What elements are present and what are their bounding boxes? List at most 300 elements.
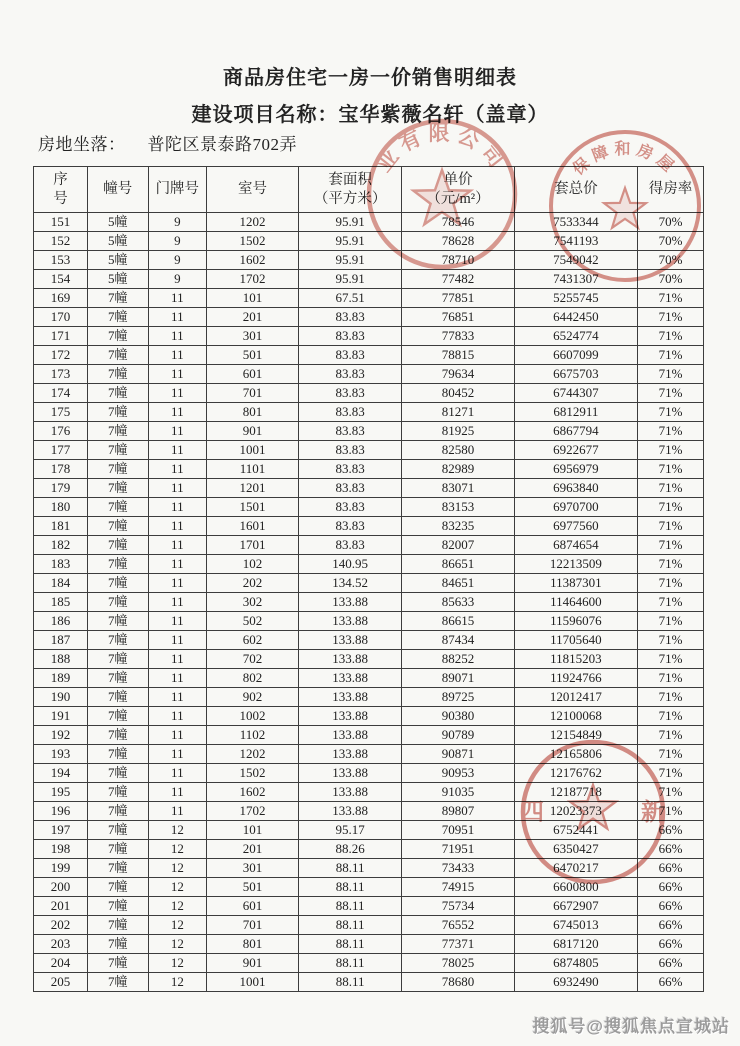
- table-cell: 7541193: [514, 232, 637, 251]
- table-row: [34, 726, 704, 745]
- table-row: [34, 270, 704, 289]
- seal-arc-text: 业有限公司: [371, 121, 513, 177]
- table-cell: 7幢: [87, 726, 148, 745]
- table-cell: 7幢: [87, 479, 148, 498]
- table-cell: 11: [148, 593, 207, 612]
- table-cell: 101: [207, 821, 299, 840]
- table-cell: 84651: [402, 574, 514, 593]
- table-row: [34, 878, 704, 897]
- table-cell: 7幢: [87, 384, 148, 403]
- table-cell: 701: [207, 384, 299, 403]
- table-cell: 11: [148, 517, 207, 536]
- table-cell: 173: [34, 365, 88, 384]
- table-cell: 71%: [638, 327, 704, 346]
- table-cell: 200: [34, 878, 88, 897]
- table-cell: 701: [207, 916, 299, 935]
- table-cell: 183: [34, 555, 88, 574]
- header-cell: 幢号: [87, 167, 148, 213]
- table-cell: 302: [207, 593, 299, 612]
- table-cell: 170: [34, 308, 88, 327]
- table-cell: 89071: [402, 669, 514, 688]
- table-cell: 901: [207, 422, 299, 441]
- table-cell: 9: [148, 270, 207, 289]
- table-cell: 71951: [402, 840, 514, 859]
- table-cell: 7幢: [87, 707, 148, 726]
- table-cell: 12176762: [514, 764, 637, 783]
- seal-arc-text: 保障和房屋: [570, 141, 680, 179]
- table-cell: 7幢: [87, 422, 148, 441]
- table-cell: 95.91: [298, 232, 402, 251]
- table-cell: 7幢: [87, 688, 148, 707]
- table-cell: 7幢: [87, 441, 148, 460]
- table-cell: 71%: [638, 593, 704, 612]
- table-row: [34, 232, 704, 251]
- table-cell: 67.51: [298, 289, 402, 308]
- table-cell: 77851: [402, 289, 514, 308]
- table-cell: 7幢: [87, 612, 148, 631]
- table-cell: 1001: [207, 973, 299, 992]
- table-cell: 133.88: [298, 764, 402, 783]
- table-cell: 184: [34, 574, 88, 593]
- table-cell: 11: [148, 536, 207, 555]
- table-cell: 175: [34, 403, 88, 422]
- project-name-line: 建设项目名称：宝华紫薇名轩（盖章）: [191, 104, 549, 126]
- table-cell: 78628: [402, 232, 514, 251]
- table-cell: 11: [148, 783, 207, 802]
- table-cell: 71%: [638, 536, 704, 555]
- table-cell: 179: [34, 479, 88, 498]
- table-cell: 7幢: [87, 916, 148, 935]
- table-row: [34, 954, 704, 973]
- table-cell: 197: [34, 821, 88, 840]
- table-cell: 71%: [638, 764, 704, 783]
- table-cell: 1502: [207, 764, 299, 783]
- table-cell: 66%: [638, 821, 704, 840]
- table-cell: 1202: [207, 213, 299, 232]
- table-row: [34, 612, 704, 631]
- table-cell: 11: [148, 479, 207, 498]
- table-cell: 71%: [638, 517, 704, 536]
- table-cell: 88.11: [298, 878, 402, 897]
- header-cell: 得房率: [638, 167, 704, 213]
- table-row: [34, 517, 704, 536]
- table-cell: 1201: [207, 479, 299, 498]
- table-cell: 7幢: [87, 346, 148, 365]
- table-row: [34, 441, 704, 460]
- table-cell: 7幢: [87, 783, 148, 802]
- table-cell: 198: [34, 840, 88, 859]
- table-row: [34, 688, 704, 707]
- table-cell: 133.88: [298, 707, 402, 726]
- table-cell: 502: [207, 612, 299, 631]
- table-row: [34, 840, 704, 859]
- table-cell: 7幢: [87, 460, 148, 479]
- header-cell: 套面积 （平方米）: [298, 167, 402, 213]
- table-cell: 6607099: [514, 346, 637, 365]
- table-cell: 71%: [638, 422, 704, 441]
- table-cell: 9: [148, 251, 207, 270]
- table-cell: 802: [207, 669, 299, 688]
- table-cell: 88.11: [298, 935, 402, 954]
- table-cell: 83.83: [298, 384, 402, 403]
- table-cell: 71%: [638, 403, 704, 422]
- table-cell: 83.83: [298, 441, 402, 460]
- table-cell: 6977560: [514, 517, 637, 536]
- table-cell: 6874654: [514, 536, 637, 555]
- table-cell: 7幢: [87, 669, 148, 688]
- table-cell: 11: [148, 460, 207, 479]
- table-cell: 12023373: [514, 802, 637, 821]
- table-cell: 7幢: [87, 574, 148, 593]
- table-cell: 6932490: [514, 973, 637, 992]
- table-cell: 133.88: [298, 802, 402, 821]
- table-cell: 88.11: [298, 973, 402, 992]
- table-cell: 11: [148, 346, 207, 365]
- table-cell: 6744307: [514, 384, 637, 403]
- table-row: [34, 536, 704, 555]
- table-cell: 194: [34, 764, 88, 783]
- header-cell: 序 号: [34, 167, 88, 213]
- table-cell: 140.95: [298, 555, 402, 574]
- table-cell: 11387301: [514, 574, 637, 593]
- header-cell: 室号: [207, 167, 299, 213]
- table-cell: 95.17: [298, 821, 402, 840]
- table-cell: 7549042: [514, 251, 637, 270]
- table-cell: 1002: [207, 707, 299, 726]
- table-cell: 83.83: [298, 517, 402, 536]
- header-cell: 套总价: [514, 167, 637, 213]
- table-cell: 134.52: [298, 574, 402, 593]
- table-cell: 7幢: [87, 403, 148, 422]
- table-cell: 90953: [402, 764, 514, 783]
- table-cell: 11: [148, 422, 207, 441]
- table-cell: 7幢: [87, 878, 148, 897]
- price-table-header: [34, 167, 704, 213]
- table-row: [34, 555, 704, 574]
- table-cell: 1101: [207, 460, 299, 479]
- table-row: [34, 707, 704, 726]
- table-cell: 82989: [402, 460, 514, 479]
- table-cell: 11: [148, 612, 207, 631]
- table-cell: 77833: [402, 327, 514, 346]
- table-cell: 11815203: [514, 650, 637, 669]
- table-cell: 192: [34, 726, 88, 745]
- table-cell: 1701: [207, 536, 299, 555]
- table-cell: 86651: [402, 555, 514, 574]
- table-cell: 133.88: [298, 669, 402, 688]
- table-cell: 102: [207, 555, 299, 574]
- table-cell: 71%: [638, 346, 704, 365]
- table-cell: 174: [34, 384, 88, 403]
- table-cell: 66%: [638, 840, 704, 859]
- seal-right-char: 新: [641, 800, 665, 826]
- table-cell: 74915: [402, 878, 514, 897]
- table-cell: 70%: [638, 213, 704, 232]
- table-cell: 178: [34, 460, 88, 479]
- table-cell: 70%: [638, 270, 704, 289]
- table-cell: 7幢: [87, 802, 148, 821]
- table-cell: 6745013: [514, 916, 637, 935]
- table-cell: 12: [148, 878, 207, 897]
- table-cell: 1501: [207, 498, 299, 517]
- table-cell: 11: [148, 384, 207, 403]
- table-cell: 189: [34, 669, 88, 688]
- table-cell: 6350427: [514, 840, 637, 859]
- table-cell: 133.88: [298, 688, 402, 707]
- table-cell: 83153: [402, 498, 514, 517]
- table-cell: 801: [207, 935, 299, 954]
- table-cell: 89725: [402, 688, 514, 707]
- table-cell: 89807: [402, 802, 514, 821]
- table-cell: 176: [34, 422, 88, 441]
- seal-left-char: 四: [520, 800, 544, 826]
- table-cell: 7幢: [87, 859, 148, 878]
- table-cell: 11: [148, 403, 207, 422]
- table-cell: 5幢: [87, 232, 148, 251]
- table-row: [34, 821, 704, 840]
- table-cell: 202: [34, 916, 88, 935]
- table-row: [34, 422, 704, 441]
- table-cell: 5幢: [87, 213, 148, 232]
- table-cell: 6970700: [514, 498, 637, 517]
- table-cell: 6752441: [514, 821, 637, 840]
- table-cell: 71%: [638, 308, 704, 327]
- table-cell: 71%: [638, 783, 704, 802]
- table-row: [34, 593, 704, 612]
- table-row: [34, 783, 704, 802]
- table-cell: 11: [148, 327, 207, 346]
- table-cell: 11: [148, 289, 207, 308]
- table-cell: 7幢: [87, 973, 148, 992]
- table-cell: 11: [148, 555, 207, 574]
- table-cell: 12187718: [514, 783, 637, 802]
- price-table: [33, 166, 704, 992]
- table-cell: 12: [148, 954, 207, 973]
- table-cell: 11924766: [514, 669, 637, 688]
- table-cell: 190: [34, 688, 88, 707]
- table-cell: 77371: [402, 935, 514, 954]
- table-cell: 7幢: [87, 954, 148, 973]
- table-row: [34, 403, 704, 422]
- location-value: 普陀区景泰路702弄: [147, 135, 297, 154]
- table-cell: 82580: [402, 441, 514, 460]
- table-cell: 11705640: [514, 631, 637, 650]
- document-title: 商品房住宅一房一价销售明细表: [223, 67, 517, 89]
- table-cell: 75734: [402, 897, 514, 916]
- table-cell: 205: [34, 973, 88, 992]
- table-cell: 301: [207, 859, 299, 878]
- table-row: [34, 897, 704, 916]
- table-cell: 11: [148, 707, 207, 726]
- table-cell: 78025: [402, 954, 514, 973]
- table-cell: 11: [148, 308, 207, 327]
- table-cell: 6470217: [514, 859, 637, 878]
- table-cell: 79634: [402, 365, 514, 384]
- table-cell: 133.88: [298, 783, 402, 802]
- table-cell: 201: [34, 897, 88, 916]
- table-cell: 66%: [638, 859, 704, 878]
- table-cell: 6874805: [514, 954, 637, 973]
- table-cell: 83.83: [298, 460, 402, 479]
- table-cell: 199: [34, 859, 88, 878]
- table-row: [34, 213, 704, 232]
- table-row: [34, 916, 704, 935]
- table-cell: 7431307: [514, 270, 637, 289]
- table-cell: 172: [34, 346, 88, 365]
- table-cell: 86615: [402, 612, 514, 631]
- table-cell: 76851: [402, 308, 514, 327]
- table-cell: 11: [148, 802, 207, 821]
- table-cell: 5255745: [514, 289, 637, 308]
- table-cell: 83.83: [298, 498, 402, 517]
- table-cell: 83.83: [298, 536, 402, 555]
- table-row: [34, 935, 704, 954]
- table-cell: 71%: [638, 631, 704, 650]
- table-cell: 1702: [207, 270, 299, 289]
- table-cell: 7幢: [87, 498, 148, 517]
- table-cell: 7幢: [87, 593, 148, 612]
- table-cell: 601: [207, 897, 299, 916]
- table-row: [34, 365, 704, 384]
- table-cell: 602: [207, 631, 299, 650]
- table-cell: 801: [207, 403, 299, 422]
- table-cell: 7幢: [87, 650, 148, 669]
- table-cell: 133.88: [298, 745, 402, 764]
- table-cell: 12: [148, 916, 207, 935]
- table-cell: 85633: [402, 593, 514, 612]
- table-cell: 11464600: [514, 593, 637, 612]
- table-cell: 71%: [638, 726, 704, 745]
- table-cell: 195: [34, 783, 88, 802]
- table-cell: 11: [148, 574, 207, 593]
- table-cell: 7幢: [87, 764, 148, 783]
- table-cell: 87434: [402, 631, 514, 650]
- table-row: [34, 384, 704, 403]
- table-cell: 193: [34, 745, 88, 764]
- table-cell: 83.83: [298, 327, 402, 346]
- table-cell: 901: [207, 954, 299, 973]
- table-cell: 11: [148, 745, 207, 764]
- table-cell: 11: [148, 726, 207, 745]
- header-cell: 门牌号: [148, 167, 207, 213]
- table-cell: 7幢: [87, 897, 148, 916]
- table-row: [34, 479, 704, 498]
- table-cell: 133.88: [298, 650, 402, 669]
- table-cell: 7幢: [87, 365, 148, 384]
- table-row: [34, 802, 704, 821]
- table-cell: 90871: [402, 745, 514, 764]
- table-cell: 501: [207, 878, 299, 897]
- table-cell: 6922677: [514, 441, 637, 460]
- table-cell: 11: [148, 631, 207, 650]
- table-cell: 11: [148, 441, 207, 460]
- table-cell: 11: [148, 650, 207, 669]
- table-cell: 7幢: [87, 935, 148, 954]
- table-cell: 5幢: [87, 270, 148, 289]
- table-cell: 71%: [638, 707, 704, 726]
- table-cell: 95.91: [298, 251, 402, 270]
- table-cell: 7幢: [87, 308, 148, 327]
- table-cell: 301: [207, 327, 299, 346]
- table-cell: 6812911: [514, 403, 637, 422]
- table-cell: 88.11: [298, 954, 402, 973]
- table-cell: 501: [207, 346, 299, 365]
- table-cell: 152: [34, 232, 88, 251]
- table-cell: 83.83: [298, 308, 402, 327]
- table-cell: 133.88: [298, 593, 402, 612]
- table-cell: 6867794: [514, 422, 637, 441]
- table-row: [34, 764, 704, 783]
- table-cell: 1602: [207, 783, 299, 802]
- table-cell: 71%: [638, 289, 704, 308]
- table-cell: 66%: [638, 878, 704, 897]
- table-cell: 1001: [207, 441, 299, 460]
- table-cell: 1601: [207, 517, 299, 536]
- table-cell: 9: [148, 213, 207, 232]
- table-cell: 7幢: [87, 745, 148, 764]
- table-cell: 171: [34, 327, 88, 346]
- table-cell: 73433: [402, 859, 514, 878]
- table-cell: 11: [148, 669, 207, 688]
- table-cell: 196: [34, 802, 88, 821]
- table-cell: 187: [34, 631, 88, 650]
- table-cell: 88252: [402, 650, 514, 669]
- table-cell: 1602: [207, 251, 299, 270]
- table-cell: 70%: [638, 251, 704, 270]
- table-cell: 11: [148, 365, 207, 384]
- table-cell: 11596076: [514, 612, 637, 631]
- table-cell: 12012417: [514, 688, 637, 707]
- table-cell: 182: [34, 536, 88, 555]
- table-cell: 83.83: [298, 365, 402, 384]
- table-cell: 6600800: [514, 878, 637, 897]
- table-cell: 83.83: [298, 403, 402, 422]
- price-table-body: [34, 213, 704, 992]
- table-cell: 83235: [402, 517, 514, 536]
- table-cell: 88.11: [298, 859, 402, 878]
- table-row: [34, 346, 704, 365]
- table-cell: 153: [34, 251, 88, 270]
- table-cell: 6817120: [514, 935, 637, 954]
- table-cell: 203: [34, 935, 88, 954]
- table-cell: 12: [148, 840, 207, 859]
- table-cell: 7幢: [87, 555, 148, 574]
- table-cell: 201: [207, 308, 299, 327]
- table-cell: 71%: [638, 745, 704, 764]
- table-cell: 101: [207, 289, 299, 308]
- table-cell: 83.83: [298, 346, 402, 365]
- table-cell: 81925: [402, 422, 514, 441]
- table-cell: 71%: [638, 688, 704, 707]
- table-cell: 71%: [638, 555, 704, 574]
- table-cell: 180: [34, 498, 88, 517]
- table-cell: 12213509: [514, 555, 637, 574]
- table-cell: 9: [148, 232, 207, 251]
- table-cell: 66%: [638, 916, 704, 935]
- table-cell: 77482: [402, 270, 514, 289]
- table-cell: 83.83: [298, 422, 402, 441]
- table-cell: 7幢: [87, 536, 148, 555]
- table-cell: 191: [34, 707, 88, 726]
- table-cell: 83071: [402, 479, 514, 498]
- header-row: [34, 167, 704, 213]
- table-cell: 133.88: [298, 631, 402, 650]
- table-cell: 902: [207, 688, 299, 707]
- table-cell: 95.91: [298, 213, 402, 232]
- table-cell: 12154849: [514, 726, 637, 745]
- table-cell: 11: [148, 688, 207, 707]
- table-cell: 7幢: [87, 289, 148, 308]
